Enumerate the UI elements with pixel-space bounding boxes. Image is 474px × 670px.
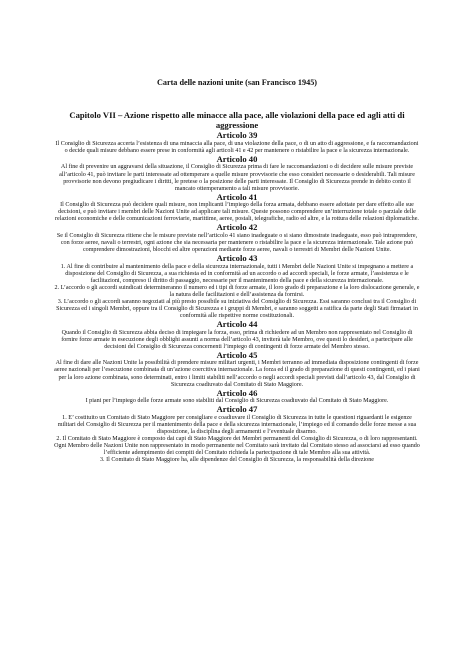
article-paragraph: 3. L’accordo o gli accordi saranno negoziati al più presto possibile su iniziativa del Consiglio di Sicurezza. Essi saranno conclusi tra il Consiglio di Sicurezza ed i singoli Membri, oppure tra il Consiglio di Sicurezza e i gruppi di Membri, e saranno soggetti a ratifica da parte degli Stati firmatari in conformità alle rispettive norme costituzionali. [56,298,418,320]
article-paragraph: Il Consiglio di Sicurezza accerta l’esistenza di una minaccia alla pace, di una violazione della pace, o di un atto di aggressione, e fa raccomandazioni o decide quali misure debbano essere prese in conformità agli articoli 41 e 42 per mantenere o ristabilire la pace e la sicurezza internazionale. [55,140,419,154]
article-heading: Articolo 39 [216,130,258,141]
article-heading: Articolo 47 [216,404,258,415]
article-paragraph: Al fine di dare alle Nazioni Unite la possibilità di prendere misure militari urgenti, i Membri terranno ad immediata disposizione contingenti di forze aeree nazionali per l’esecuzione combinata di un’azione coercitiva internazionale. La forza ed il grado di preparazione di questi contingenti, ed i piani per la loro azione combinata, sono determinati, entro i limiti stabiliti nell’accordo o negli accordi speciali previsti dall’articolo 43, dal Consiglio di Sicurezza coadiuvato dal Comitato di Stato Maggiore. [54,360,420,388]
article-paragraph: Quando il Consiglio di Sicurezza abbia deciso di impiegare la forza, esso, prima di richiedere ad un Membro non rappresentato nel Consiglio di fornire forze armate in esecuzione degli obblighi assunti a norma dell’articolo 43, inviterà tale Membro, ove questi lo desideri, a partecipare alle decisioni del Consiglio di Sicurezza concernenti l’impiego di contingenti di forze armate del Membro stesso. [61,329,413,350]
article-heading: Articolo 42 [216,222,258,233]
article-paragraph: 2. L’accordo o gli accordi suindicati determineranno il numero ed i tipi di forze armate, il loro grado di preparazione e la loro dislocazione generale, e la natura delle facilitazioni e dell’assistenza da fornirsi. [54,284,420,298]
article-paragraph: Se il Consiglio di Sicurezza ritiene che le misure previste nell’articolo 41 siano inadeguate o si siano dimostrate inadeguate, esso può intraprendere, con forze aeree, navali o terrestri, ogni azione che sia necessaria per mantenere o ristabilire la pace e la sicurezza internazionale. Tale azione può comprendere dimostrazioni, blocchi ed altre operazioni mediante forze aeree, navali o terrestri di Membri delle Nazioni Unite. [56,232,418,254]
article-42 [54,223,420,254]
chapter-heading: Capitolo VII – Azione rispetto alle minacce alla pace, alle violazioni della pace ed agli atti di aggressione [69,110,405,130]
article-46 [54,389,420,406]
article-43 [54,254,420,320]
article-heading: Articolo 44 [216,319,258,330]
article-47 [54,405,420,464]
article-paragraph: 3. Il Comitato di Stato Maggiore ha, alle dipendenze del Consiglio di Sicurezza, la responsabilità della direzione [100,457,374,464]
article-39 [54,131,420,155]
article-paragraph: I piani per l’impiego delle forze armate sono stabiliti dal Consiglio di Sicurezza coadiuvato dal Comitato di Stato Maggiore. [85,398,389,405]
article-paragraph: 2. Il Comitato di Stato Maggiore è composto dai capi di Stato Maggiore dei Membri permanenti del Consiglio di Sicurezza, o di loro rappresentanti. Ogni Membro delle Nazioni Unite non rappresentato in modo permanente nel Comitato sarà invitato dal Comitato stesso ad associarsi ad esso quando l’efficiente adempimento dei compiti del Comitato richieda la partecipazione di tale Membro alla sua attività. [54,435,420,457]
article-paragraph: 1. Al fine di contribuire al mantenimento della pace e della sicurezza internazionale, tutti i Membri delle Nazioni Unite si impegnano a mettere a disposizione del Consiglio di Sicurezza, a sua richiesta ed in conformità ad un accordo o ad accordi speciali, le forze armate, l’assistenza e le facilitazioni, compreso il diritto di passaggio, necessarie per il mantenimento della pace e della sicurezza internazionale. [60,263,414,284]
article-41 [54,193,420,224]
document-title: Carta delle nazioni unite (san Francisco 1945) [156,78,318,87]
article-heading: Articolo 40 [216,153,258,164]
article-heading: Articolo 45 [216,349,258,360]
article-44 [54,320,420,351]
article-paragraph: 1. E’ costituito un Comitato di Stato Maggiore per consigliare e coadiuvare il Consiglio di Sicurezza in tutte le questioni riguardanti le esigenze militari del Consiglio di Sicurezza per il mantenimento della pace e della sicurezza internazionale, l’impiego ed il comando delle forze messe a sua disposizione, la disciplina degli armamenti e l’eventuale disarmo. [57,414,417,435]
article-heading: Articolo 46 [216,387,258,398]
article-heading: Articolo 41 [216,191,258,202]
article-40 [54,155,420,193]
article-45 [54,351,420,389]
article-heading: Articolo 43 [216,253,258,264]
article-paragraph: Il Consiglio di Sicurezza può decidere quali misure, non implicanti l’impiego della forza armata, debbano essere adottate per dare effetto alle sue decisioni, e può invitare i membri delle Nazioni Unite ad applicare tali misure. Queste possono comprendere un’interruzione totale o parziale delle relazioni economiche e delle comunicazioni ferroviarie, marittime, aeree, postali, telegrafiche, radio ed altre, e la rottura delle relazioni diplomatiche. [55,202,419,223]
article-paragraph: Al fine di prevenire un aggravarsi della situazione, il Consiglio di Sicurezza prima di fare le raccomandazioni o di decidere sulle misure previste all’articolo 41, può invitare le parti interessate ad ottemperare a quelle misure provvisorie che esso consideri necessarie o desiderabili. Tali misure provvisorie non devono pregiudicare i diritti, le pretese o la posizione delle parti interessate. Il Consiglio di Sicurezza prende in debito conto il mancato ottemperamento a tali misure provvisorie. [59,164,415,192]
